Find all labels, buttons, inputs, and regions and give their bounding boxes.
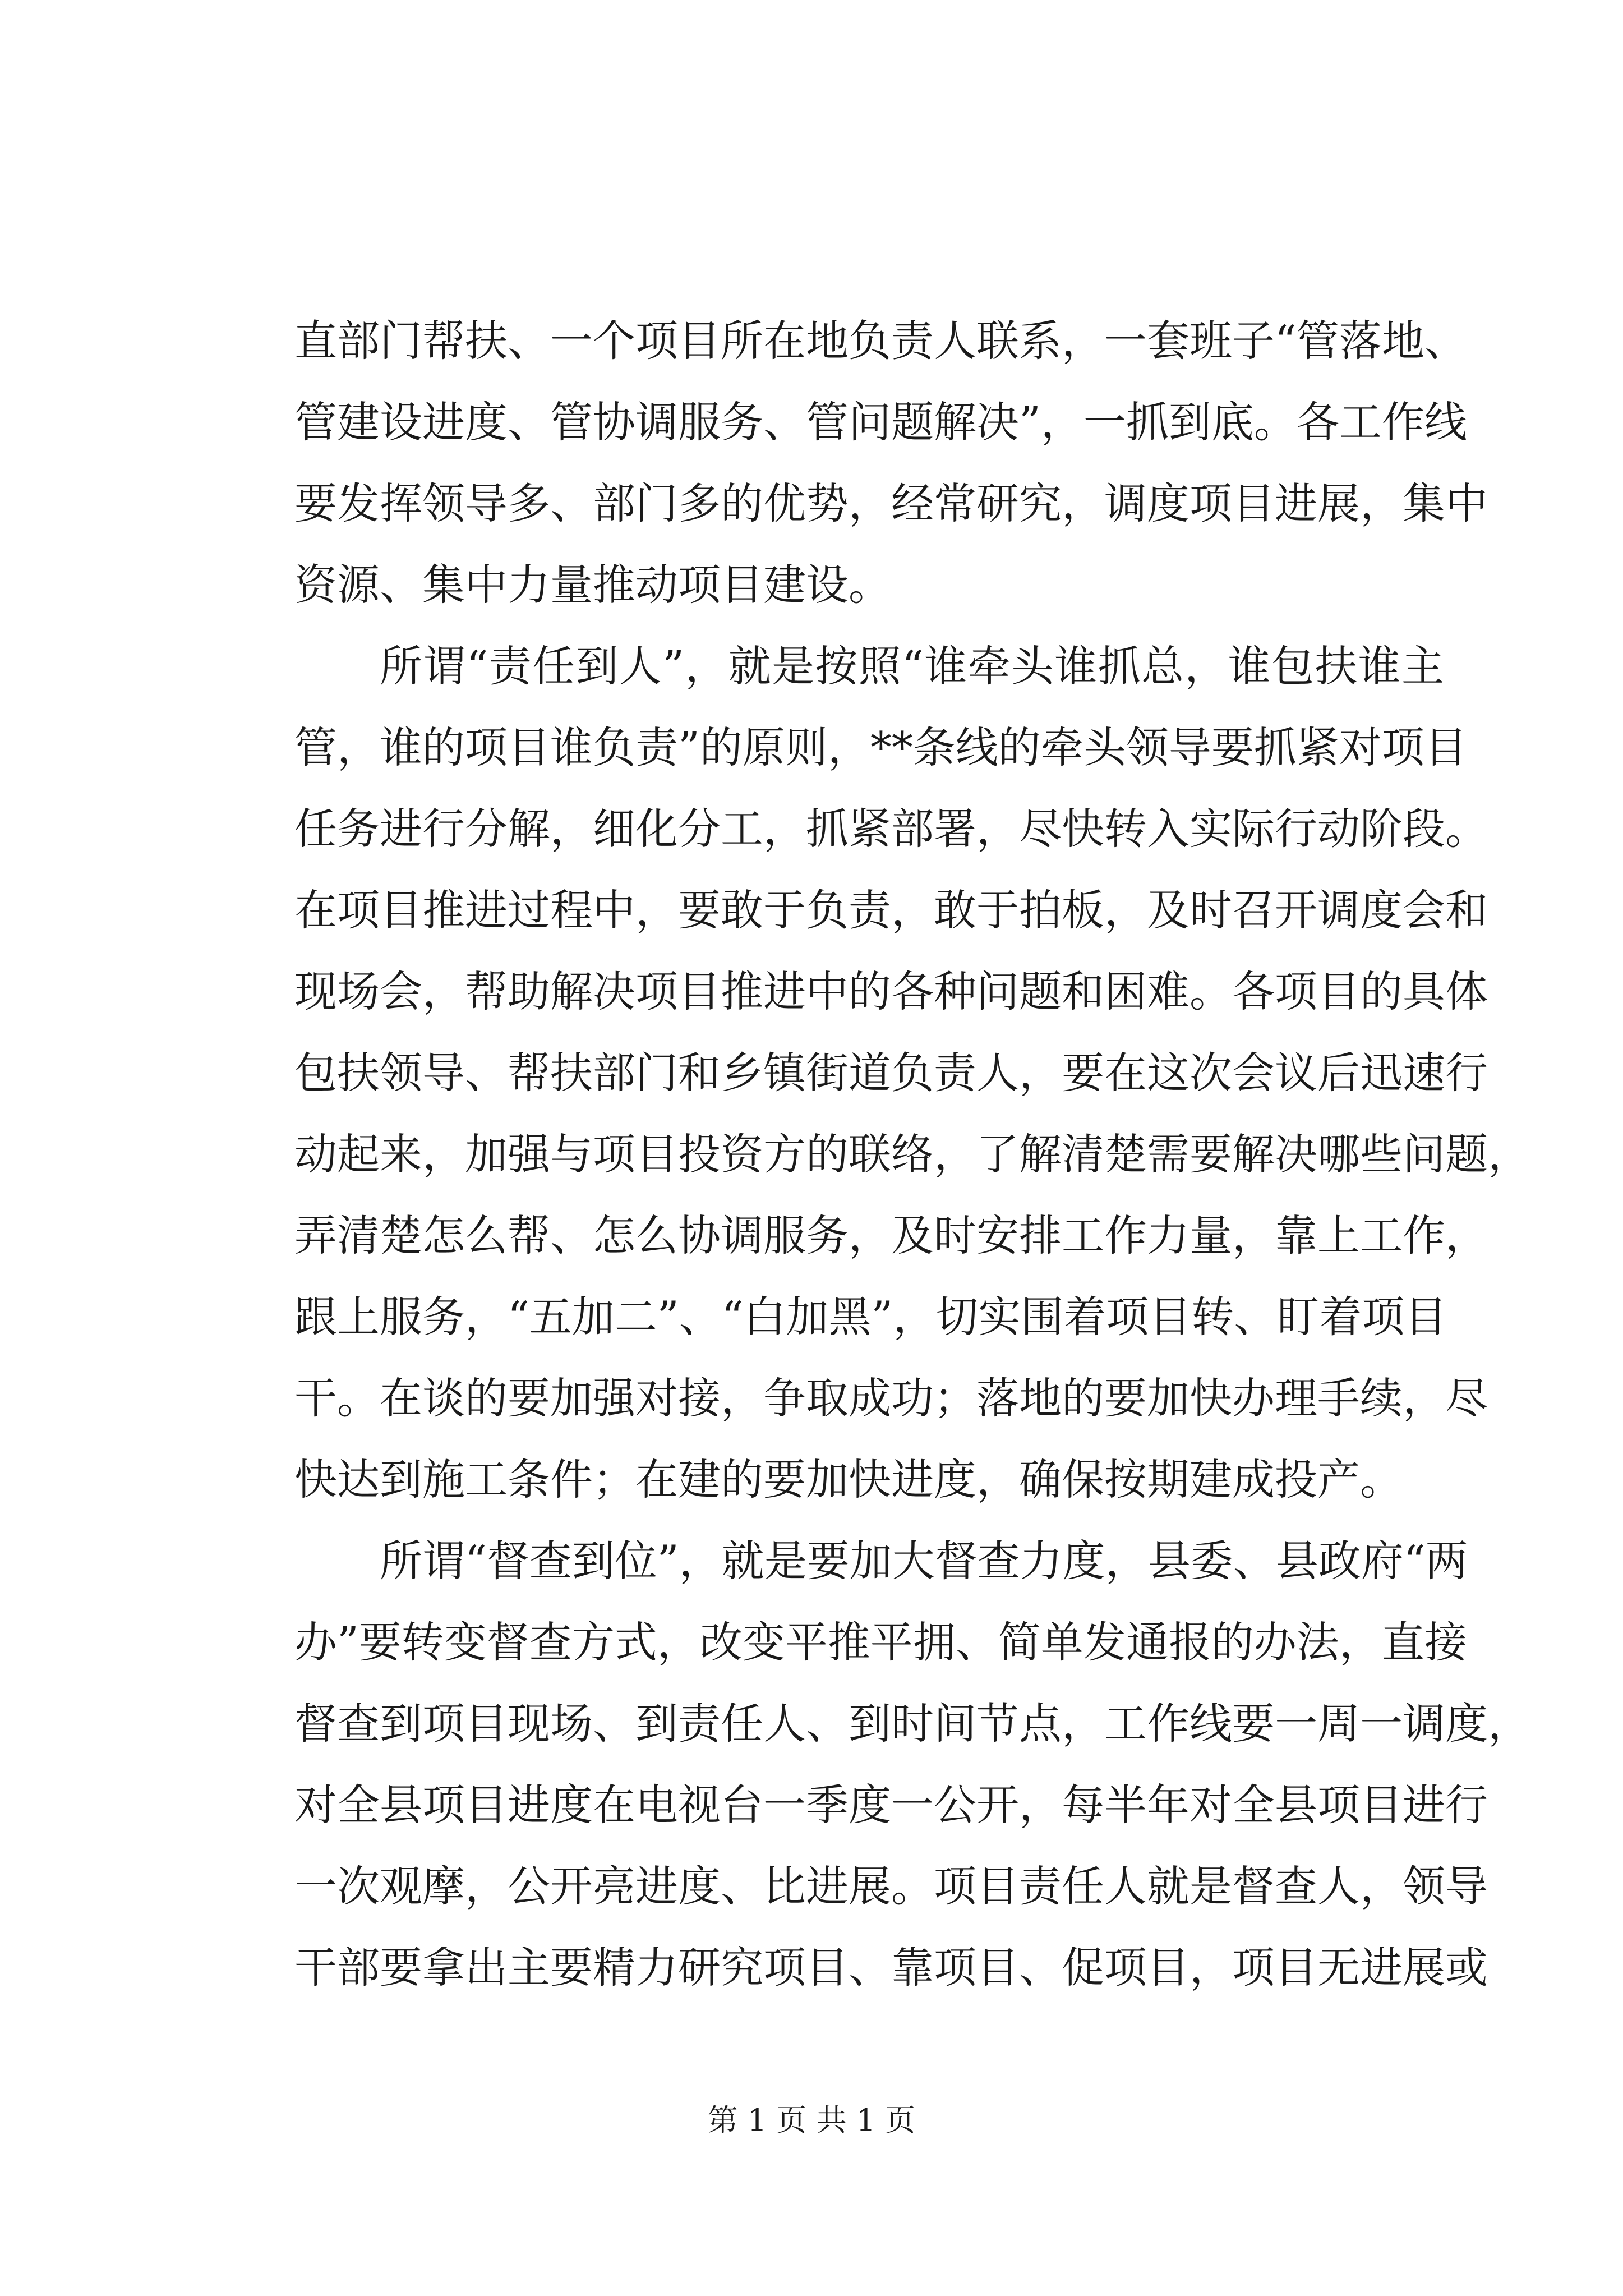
- text-line: 督查到项目现场、到责任人、到时间节点，工作线要一周一调度，: [294, 1699, 1530, 1749]
- text-line: 一次观摩，公开亮进度、比进展。项目责任人就是督查人，领导: [294, 1861, 1488, 1911]
- text-line: 现场会，帮助解决项目推进中的各种问题和困难。各项目的具体: [294, 967, 1488, 1016]
- paragraph-first-line: 所谓“督查到位”，就是要加大督查力度，县委、县政府“两: [380, 1536, 1468, 1586]
- text-line: 跟上服务，“五加二”、“白加黑”，切实围着项目转、盯着项目: [294, 1292, 1447, 1342]
- text-line: 快达到施工条件；在建的要加快进度，确保按期建成投产。: [294, 1455, 1403, 1504]
- text-line: 直部门帮扶、一个项目所在地负责人联系，一套班子“管落地、: [294, 316, 1467, 366]
- text-line: 对全县项目进度在电视台一季度一公开，每半年对全县项目进行: [294, 1780, 1488, 1830]
- text-line: 任务进行分解，细化分工，抓紧部署，尽快转入实际行动阶段。: [294, 804, 1488, 854]
- text-line: 动起来，加强与项目投资方的联络，了解清楚需要解决哪些问题，: [294, 1129, 1530, 1179]
- page-number-label: 第 1 页 共 1 页: [707, 2102, 916, 2138]
- text-line: 弄清楚怎么帮、怎么协调服务，及时安排工作力量，靠上工作，: [294, 1211, 1488, 1260]
- text-line: 办”要转变督查方式，改变平推平拥、简单发通报的办法，直接: [294, 1617, 1467, 1667]
- text-line: 管，谁的项目谁负责”的原则，**条线的牵头领导要抓紧对项目: [294, 723, 1467, 772]
- text-line: 要发挥领导多、部门多的优势，经常研究，调度项目进展，集中: [294, 478, 1488, 528]
- body-text: [294, 300, 1530, 2008]
- text-line: 干。在谈的要加强对接，争取成功；落地的要加快办理手续，尽: [294, 1373, 1488, 1423]
- paragraph-first-line: 所谓“责任到人”，就是按照“谁牵头谁抓总，谁包扶谁主: [380, 641, 1444, 691]
- text-line: 资源、集中力量推动项目建设。: [294, 560, 891, 610]
- text-line: 在项目推进过程中，要敢于负责，敢于拍板，及时召开调度会和: [294, 885, 1488, 935]
- text-line: 管建设进度、管协调服务、管问题解决”，一抓到底。各工作线: [294, 397, 1467, 447]
- page-footer: [0, 2098, 1623, 2143]
- text-line: 干部要拿出主要精力研究项目、靠项目、促项目，项目无进展或: [294, 1943, 1488, 1993]
- text-line: 包扶领导、帮扶部门和乡镇街道负责人，要在这次会议后迅速行: [294, 1048, 1488, 1098]
